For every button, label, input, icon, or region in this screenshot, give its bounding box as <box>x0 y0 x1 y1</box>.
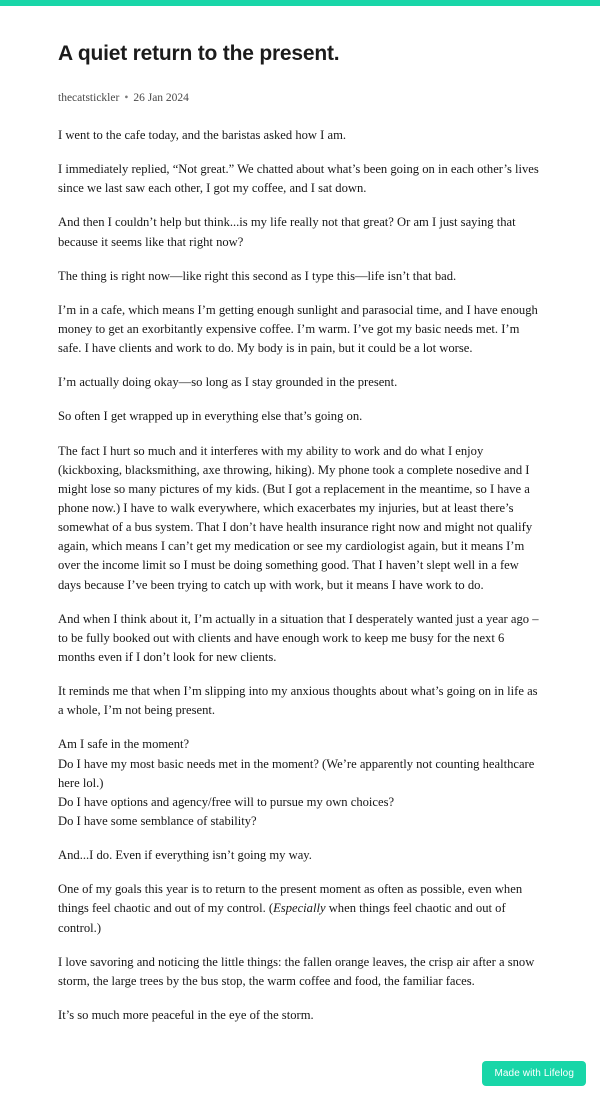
paragraph: It’s so much more peaceful in the eye of the storm. <box>58 1007 314 1022</box>
paragraph: I went to the cafe today, and the baristas asked how I am. <box>58 128 347 142</box>
paragraph: I love savoring and noticing the little things: the fallen orange leaves, the crisp air after a snow storm, the large trees by the bus stop, the warm coffee and food, the familiar faces. <box>58 954 535 988</box>
paragraph: And when I think about it, I’m actually in a situation that I desperately wanted just a year ago – to be fully booked out with clients and have enough work to keep me busy for the next 6 months even if I don’t look for new clients. <box>58 611 539 664</box>
paragraph: And then I couldn’t help but think...is my life really not that great? Or am I just saying that because it seems like that right now? <box>58 215 516 249</box>
post-meta <box>58 92 542 104</box>
paragraph: I’m actually doing okay—so long as I stay grounded in the present. <box>58 375 398 390</box>
paragraph: The thing is right now—like right this second as I type this—life isn’t that bad. <box>58 268 457 283</box>
made-with-lifelog-badge[interactable]: Made with Lifelog <box>482 1061 586 1086</box>
paragraph: It reminds me that when I’m slipping into my anxious thoughts about what’s going on in life as a whole, I’m not being present. <box>58 684 538 718</box>
article-page <box>0 6 600 1100</box>
goal-text-pre: One of my goals this year is to return to the present moment as often as possible, even when things feel chaotic and out of my control. ( <box>58 882 523 916</box>
question-line: Am I safe in the moment? <box>58 737 190 752</box>
article-body <box>58 126 542 1025</box>
goal-text-post: when things feel chaotic and out of control.) <box>58 901 506 935</box>
page-title: A quiet return to the present. <box>58 42 340 65</box>
question-line: Do I have some semblance of stability? <box>58 813 257 828</box>
paragraph: I’m in a cafe, which means I’m getting enough sunlight and parasocial time, and I have enough money to get an exorbitantly expensive coffee. I’m warm. I’ve got my basic needs met. I’m safe. I have clients and work to do. My body is in pain, but it could be a lot worse. <box>58 302 538 356</box>
author-name: thecatstickler <box>58 92 120 104</box>
goal-paragraph <box>58 880 542 937</box>
question-line: Do I have my most basic needs met in the moment? (We’re apparently not counting healthcare here lol.) <box>58 756 535 790</box>
paragraph: And...I do. Even if everything isn’t going my way. <box>58 848 312 863</box>
post-date: 26 Jan 2024 <box>133 92 189 104</box>
goal-text-emphasis: Especially <box>273 901 326 916</box>
paragraph: The fact I hurt so much and it interferes with my ability to work and do what I enjoy (kickboxing, blacksmithing, axe throwing, hiking). My phone took a complete nosedive and I might lose so many pictures of my kids. (But I got a replacement in the meantime, so I have a phone now.) I have to walk everywhere, which exacerbates my injuries, but at least there’s somewhat of a bus system. That I don’t have health insurance right now and might not qualify again, which means I can’t get my medication or see my cardiologist again, but it means I’m over the income limit so I must be doing something good. That I haven’t slept well in a few days because I’ve been trying to catch up with work, but it means I have work to do. <box>58 443 533 592</box>
paragraph: I immediately replied, “Not great.” We chatted about what’s been going on in each other’s lives since we last saw each other, I got my coffee, and I sat down. <box>58 162 539 196</box>
paragraph: So often I get wrapped up in everything else that’s going on. <box>58 409 363 424</box>
question-block <box>58 735 542 831</box>
meta-separator: • <box>124 92 129 104</box>
question-line: Do I have options and agency/free will to pursue my own choices? <box>58 794 395 809</box>
